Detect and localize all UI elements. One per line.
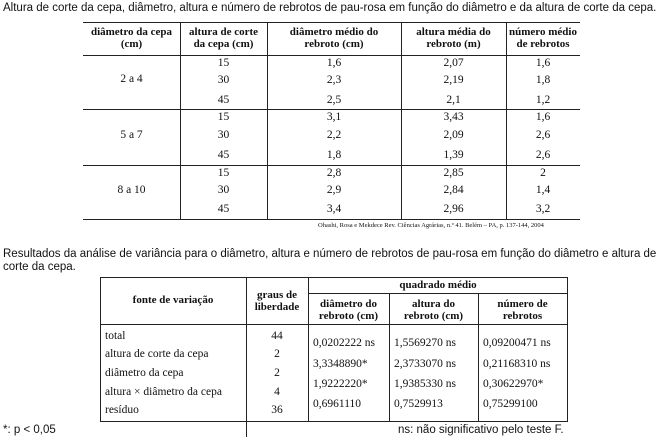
row-numero: 0,30622970*: [483, 378, 544, 390]
cell-numero: 3,2: [535, 203, 551, 215]
row-numero: 0,09200471 ns: [483, 337, 551, 349]
table2-header-rule: [100, 324, 568, 325]
cell-altura-media: 2,07: [443, 57, 464, 69]
row-altura: 1,5569270 ns: [394, 337, 456, 349]
cell-altura: 45: [217, 149, 230, 161]
cell-diametro: 2,3: [326, 74, 342, 86]
cell-altura-media: 2,1: [446, 94, 461, 106]
group-label: 2 a 4: [120, 73, 143, 85]
row-diametro: 0,6961110: [313, 398, 362, 410]
table2-subheader-rule: [308, 293, 568, 294]
row-fonte: altura × diâmetro da cepa: [105, 386, 222, 398]
cell-diametro: 2,8: [326, 167, 342, 179]
header-numero: número de rebrotos: [497, 298, 548, 322]
header-diametro-cepa: diâmetro da cepa (cm): [90, 26, 173, 50]
row-altura: 0,7529913: [394, 398, 443, 410]
cell-diametro: 2,5: [326, 94, 342, 106]
row-graus: 2: [274, 367, 280, 379]
table1-title: Altura de corte da cepa, diâmetro, altura e número de rebrotos de pau-rosa em função do diâmetro e da altura de corte da cepa.: [3, 2, 657, 14]
cell-diametro: 2,9: [326, 184, 342, 196]
row-diametro: 1,9222220*: [313, 378, 368, 390]
row-numero: 0,75299100: [483, 398, 538, 410]
row-fonte: altura de corte da cepa: [105, 348, 209, 360]
header-diametro: diâmetro do rebroto (cm): [318, 298, 379, 322]
header-altura-corte: altura de corte da cepa (cm): [188, 26, 259, 50]
header-fonte: fonte de variação: [132, 294, 214, 306]
header-altura-rebroto: altura média do rebroto (m): [416, 26, 491, 50]
cell-numero: 1,2: [535, 94, 551, 106]
cell-altura-media: 2,09: [443, 129, 464, 141]
cell-altura-media: 1,39: [443, 149, 464, 161]
row-graus: 2: [274, 348, 280, 360]
cell-altura: 15: [217, 57, 230, 69]
cell-altura: 45: [217, 203, 230, 215]
table2-right-border: [567, 277, 568, 422]
cell-numero: 1,6: [535, 111, 551, 123]
row-graus: 4: [274, 386, 280, 398]
header-altura: altura do rebroto (cm): [403, 298, 464, 322]
row-altura: 2,3733070 ns: [394, 358, 456, 370]
cell-numero: 2,6: [535, 149, 551, 161]
cell-altura-media: 2,19: [443, 74, 464, 86]
cell-numero: 1,4: [535, 184, 551, 196]
header-numero-rebrotos: número médio de rebrotos: [509, 26, 577, 50]
cell-altura-media: 3,43: [443, 111, 464, 123]
header-graus: graus de liberdade: [254, 289, 300, 313]
cell-altura: 15: [217, 167, 230, 179]
footnote-ns: ns: não significativo pelo teste F.: [398, 424, 564, 436]
group-label: 8 a 10: [117, 184, 146, 196]
cell-altura-media: 2,84: [443, 184, 464, 196]
cell-numero: 1,8: [535, 74, 551, 86]
row-fonte: total: [105, 330, 126, 342]
header-diametro-rebroto: diâmetro médio do rebroto (cm): [289, 26, 379, 50]
cell-diametro: 2,2: [326, 129, 342, 141]
cell-altura: 30: [217, 184, 230, 196]
cell-altura: 15: [217, 111, 230, 123]
cell-diametro: 3,4: [326, 203, 342, 215]
row-fonte: resíduo: [105, 404, 139, 416]
header-quadrado-medio: quadrado médio: [399, 279, 477, 291]
table2: [100, 277, 568, 437]
table2-top-rule: [100, 277, 568, 278]
cell-diametro: 1,6: [326, 57, 342, 69]
table2-bottom-rule: [100, 421, 568, 422]
cell-altura-media: 2,85: [443, 167, 464, 179]
footnote-significance: *: p < 0,05: [3, 424, 56, 436]
cell-numero: 1,6: [535, 57, 551, 69]
cell-diametro: 3,1: [326, 111, 342, 123]
cell-numero: 2: [540, 167, 546, 179]
row-diametro: 0,0202222 ns: [313, 337, 375, 349]
table1-source: Ohashi, Rosa e Mekdece Rev. Ciências Agrárias, n.º 41. Belém – PA, p. 137-144, 2004: [318, 222, 544, 229]
row-fonte: diâmetro da cepa: [105, 367, 184, 379]
cell-altura: 45: [217, 94, 230, 106]
cell-altura: 30: [217, 129, 230, 141]
group-label: 5 a 7: [120, 129, 143, 141]
row-numero: 0,21168310 ns: [483, 358, 551, 370]
table1: [83, 22, 580, 222]
row-graus: 36: [271, 404, 283, 416]
row-graus: 44: [271, 330, 283, 342]
cell-altura-media: 2,96: [443, 203, 464, 215]
row-altura: 1,9385330 ns: [394, 378, 456, 390]
table2-title: Resultados da análise de variância para o diâmetro, altura e número de rebrotos de pau-rosa em função do diâmetro e altura de corte da cepa.: [3, 248, 657, 273]
row-diametro: 3,3348890*: [313, 358, 368, 370]
cell-altura: 30: [217, 74, 230, 86]
cell-numero: 2,6: [535, 129, 551, 141]
cell-diametro: 1,8: [326, 149, 342, 161]
